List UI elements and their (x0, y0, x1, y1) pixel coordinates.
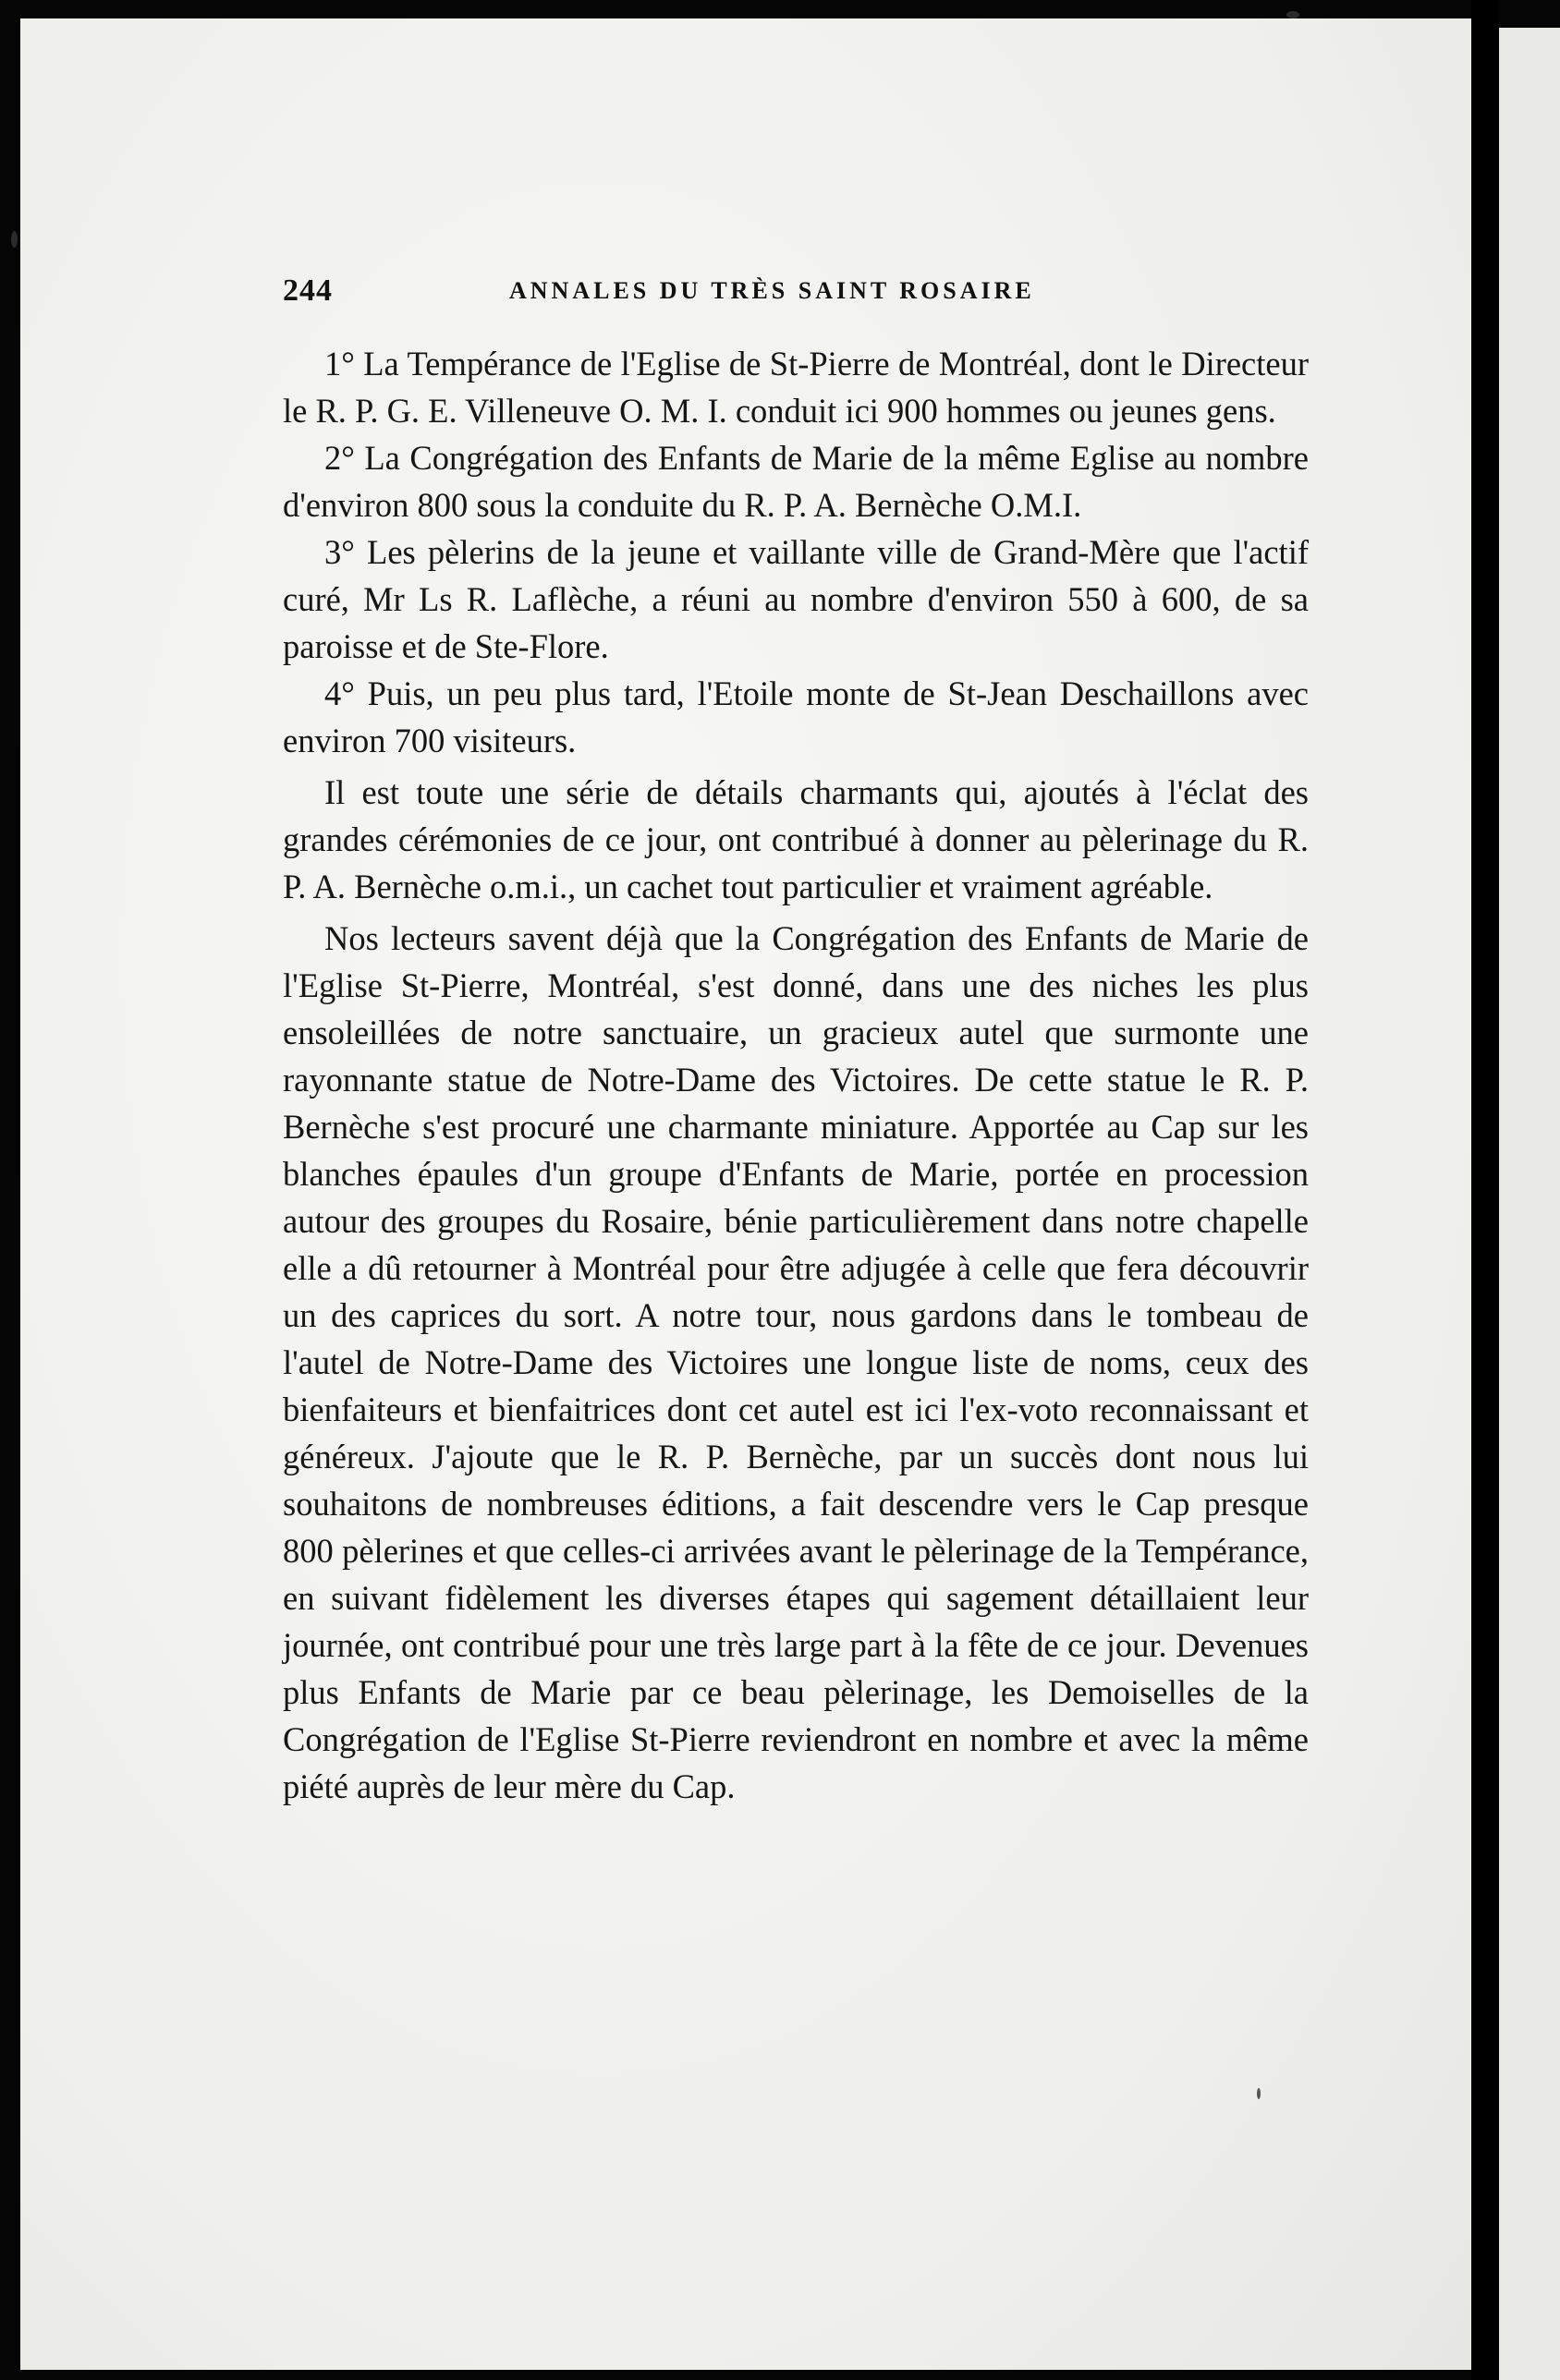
scan-speck (1257, 2088, 1261, 2099)
page-number: 244 (283, 273, 333, 308)
page-gutter (1471, 0, 1499, 2380)
paragraph-details: Il est toute une série de détails charmants qui, ajoutés à l'éclat des grandes cérémonies de ce jour, ont contribué à donner au pèlerinage du R. P. A. Bernèche o.m.i., un cachet tout particulier et vraiment agréable. (283, 773, 1309, 905)
running-head-title: ANNALES DU TRÈS SAINT ROSAIRE (509, 277, 1035, 304)
body-text (283, 340, 1309, 1810)
scan-speck (1286, 11, 1299, 18)
paragraph-item-4: 4° Puis, un peu plus tard, l'Etoile monte de St-Jean Deschaillons avec environ 700 visiteurs. (283, 674, 1309, 759)
scan-speck (11, 231, 18, 248)
adjacent-page-edge (1499, 28, 1560, 2380)
paragraph-item-3: 3° Les pèlerins de la jeune et vaillante ville de Grand-Mère que l'actif curé, Mr Ls R. Laflèche, a réuni au nombre d'environ 550 à 600, de sa paroisse et de Ste-Flore. (283, 533, 1309, 665)
paragraph-readers: Nos lecteurs savent déjà que la Congrégation des Enfants de Marie de l'Eglise St-Pierre, Montréal, s'est donné, dans une des niches les plus ensoleillées de notre sanctuaire, un gracieux autel que surmonte une rayonnante statue de Notre-Dame des Victoires. De cette statue le R. P. Bernèche s'est procuré une charmante miniature. Apportée au Cap sur les blanches épaules d'un groupe d'Enfants de Marie, portée en procession autour des groupes du Rosaire, bénie particulièrement dans notre chapelle elle a dû retourner à Montréal pour être adjugée à celle que fera découvrir un des caprices du sort. A notre tour, nous gardons dans le tombeau de l'autel de Notre-Dame des Victoires une longue liste de noms, ceux des bienfaiteurs et bienfaitrices dont cet autel est ici l'ex-voto reconnaissant et généreux. J'ajoute que le R. P. Bernèche, par un succès dont nous lui souhaitons de nombreuses éditions, a fait descendre vers le Cap presque 800 pèlerines et que celles-ci arrivées avant le pèlerinage de la Tempérance, en suivant fidèlement les diverses étapes qui sagement détaillaient leur journée, ont contribué pour une très large part à la fête de ce jour. Devenues plus Enfants de Marie par ce beau pèlerinage, les Demoiselles de la Congrégation de l'Eglise St-Pierre reviendront en nombre et avec la même piété auprès de leur mère du Cap. (283, 919, 1309, 1805)
running-header (283, 273, 1309, 310)
paragraph-item-2: 2° La Congrégation des Enfants de Marie de la même Eglise au nombre d'environ 800 sous la conduite du R. P. A. Bernèche O.M.I. (283, 439, 1309, 524)
paragraph-item-1: 1° La Tempérance de l'Eglise de St-Pierre de Montréal, dont le Directeur le R. P. G. E. Villeneuve O. M. I. conduit ici 900 hommes ou jeunes gens. (283, 345, 1309, 430)
